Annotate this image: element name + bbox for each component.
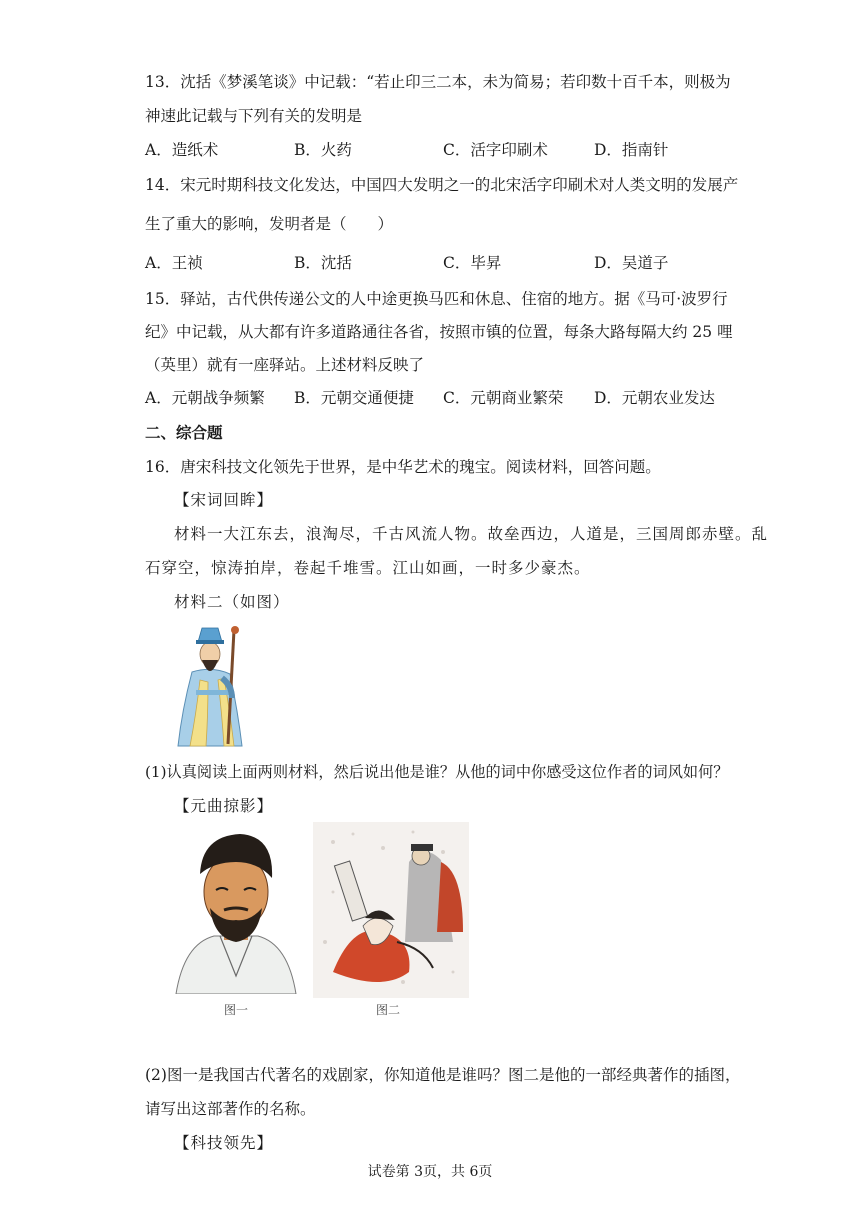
q13-option-b[interactable]: B．火药	[294, 141, 352, 159]
figure-two-caption: 图二	[376, 1003, 401, 1017]
q14-option-c[interactable]: C．毕昇	[443, 254, 502, 272]
figure-one-caption: 图一	[224, 1003, 249, 1017]
material1-line2: 石穿空，惊涛拍岸，卷起千堆雪。江山如画，一时多少豪杰。	[145, 559, 591, 577]
heading-tech: 【科技领先】	[174, 1134, 274, 1152]
section-title: 二、综合题	[145, 423, 223, 442]
q15-option-c[interactable]: C．元朝商业繁荣	[443, 389, 564, 407]
q14-stem-line2: 生了重大的影响，发明者是（ ）	[145, 215, 394, 233]
q14-stem-line1: 14．宋元时期科技文化发达，中国四大发明之一的北宋活字印刷术对人类文明的发展产	[145, 176, 739, 194]
heading-song-ci: 【宋词回眸】	[174, 491, 274, 509]
q13-option-a[interactable]: A．造纸术	[145, 141, 219, 159]
q14-option-d[interactable]: D．吴道子	[594, 254, 669, 272]
heading-yuan-qu: 【元曲掠影】	[174, 797, 274, 815]
q15-option-d[interactable]: D．元朝农业发达	[594, 389, 715, 407]
q15-option-b[interactable]: B．元朝交通便捷	[294, 389, 414, 407]
q16-sub1: (1)认真阅读上面两则材料，然后说出他是谁？从他的词中你感受这位作者的词风如何？	[145, 763, 729, 781]
q13-stem-line2: 神速此记载与下列有关的发明是	[145, 107, 363, 125]
q15-stem-line1: 15．驿站，古代供传递公文的人中途更换马匹和休息、住宿的地方。据《马可·波罗行	[145, 290, 728, 308]
q15-stem-line2: 纪》中记载，从大都有许多道路通往各省，按照市镇的位置，每条大路每隔大约 25 哩	[145, 323, 733, 341]
page-footer: 试卷第 3页，共 6页	[367, 1164, 493, 1180]
material1-line1: 材料一大江东去，浪淘尽，千古风流人物。故垒西边，人道是，三国周郎赤壁。乱	[174, 525, 769, 543]
material2-label: 材料二（如图）	[174, 593, 290, 611]
q16-sub2-line1: (2)图一是我国古代著名的戏剧家，你知道他是谁吗？图二是他的一部经典著作的插图，	[145, 1066, 741, 1084]
q13-option-d[interactable]: D．指南针	[594, 141, 669, 159]
q13-stem-line1: 13．沈括《梦溪笔谈》中记载：“若止印三二本，未为简易；若印数十百千本，则极为	[145, 73, 731, 91]
q13-option-c[interactable]: C．活字印刷术	[443, 141, 548, 159]
q16-sub2-line2: 请写出这部著作的名称。	[145, 1100, 316, 1118]
figure-one-portrait	[174, 826, 298, 994]
q15-stem-line3: （英里）就有一座驿站。上述材料反映了	[145, 356, 425, 374]
poet-portrait-figure	[172, 620, 262, 748]
q15-option-a[interactable]: A．元朝战争频繁	[145, 389, 265, 407]
figure-two-illustration	[313, 822, 469, 998]
q14-option-b[interactable]: B．沈括	[294, 254, 352, 272]
q14-option-a[interactable]: A．王祯	[145, 254, 203, 272]
q16-intro: 16．唐宋科技文化领先于世界，是中华艺术的瑰宝。阅读材料，回答问题。	[145, 458, 661, 476]
